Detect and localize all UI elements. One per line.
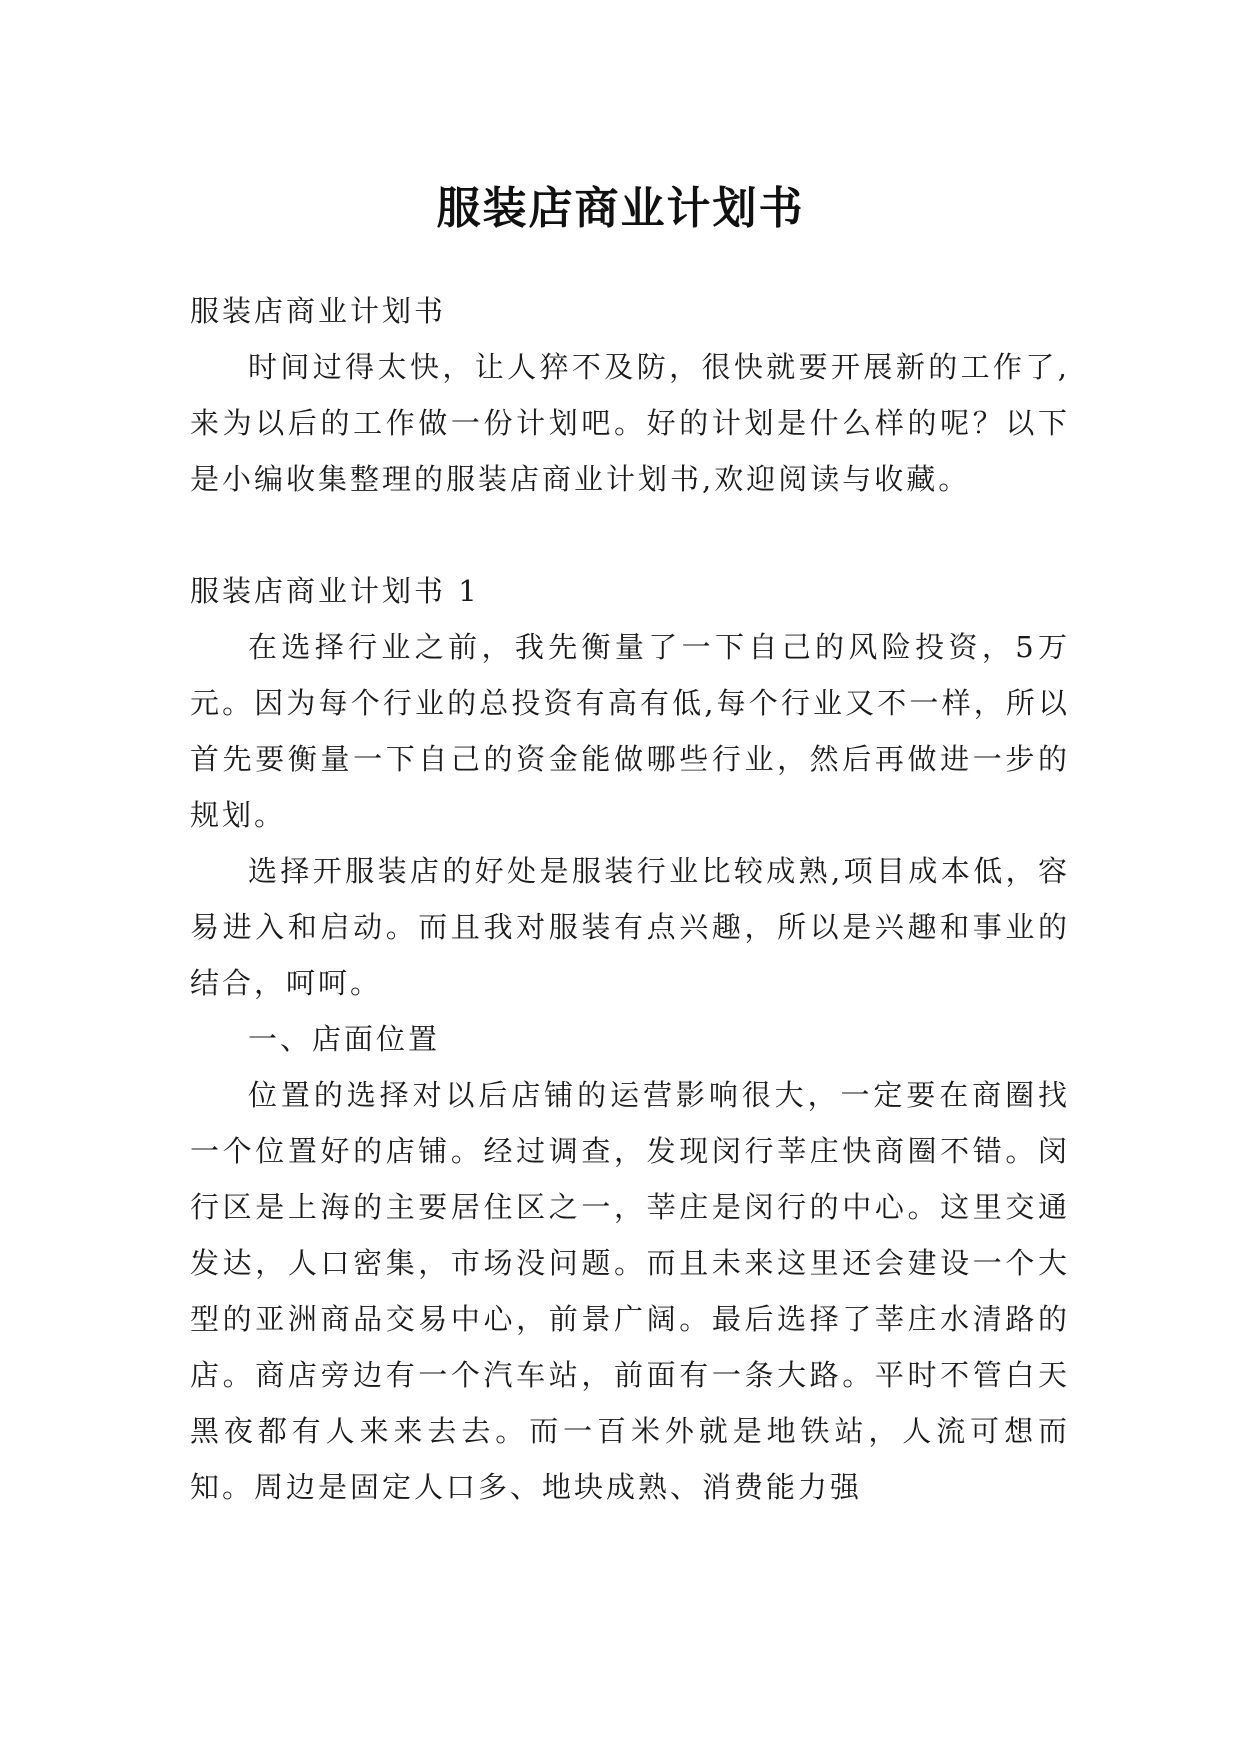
document-body bbox=[190, 283, 1070, 1515]
section-title: 服装店商业计划书 1 bbox=[190, 574, 480, 608]
document-title: 服装店商业计划书 bbox=[436, 183, 805, 235]
paragraph-location: 位置的选择对以后店铺的运营影响很大，一定要在商圈找一个位置好的店铺。经过调查，发现闵行莘庄快商圈不错。闵行区是上海的主要居住区之一，莘庄是闵行的中心。这里交通发达，人口密集，市场没问题。而且未来这里还会建设一个大型的亚洲商品交易中心，前景广阔。最后选择了莘庄水清路的店。商店旁边有一个汽车站，前面有一条大路。平时不管白天黑夜都有人来来去去。而一百米外就是地铁站，人流可想而知。周边是固定人口多、地块成熟、消费能力强 bbox=[190, 1078, 1070, 1504]
intro-paragraph: 时间过得太快，让人猝不及防，很快就要开展新的工作了,来为以后的工作做一份计划吧。好的计划是什么样的呢？以下是小编收集整理的服装店商业计划书,欢迎阅读与收藏。 bbox=[190, 350, 1070, 496]
paragraph-advantages: 选择开服装店的好处是服装行业比较成熟,项目成本低，容易进入和启动。而且我对服装有点兴趣，所以是兴趣和事业的结合，呵呵。 bbox=[190, 854, 1070, 1000]
document-subtitle: 服装店商业计划书 bbox=[190, 294, 447, 328]
subheading-store-location: 一、店面位置 bbox=[248, 1022, 441, 1056]
paragraph-investment: 在选择行业之前，我先衡量了一下自己的风险投资，5万元。因为每个行业的总投资有高有低,每个行业又不一样，所以首先要衡量一下自己的资金能做哪些行业，然后再做进一步的规划。 bbox=[190, 630, 1070, 832]
